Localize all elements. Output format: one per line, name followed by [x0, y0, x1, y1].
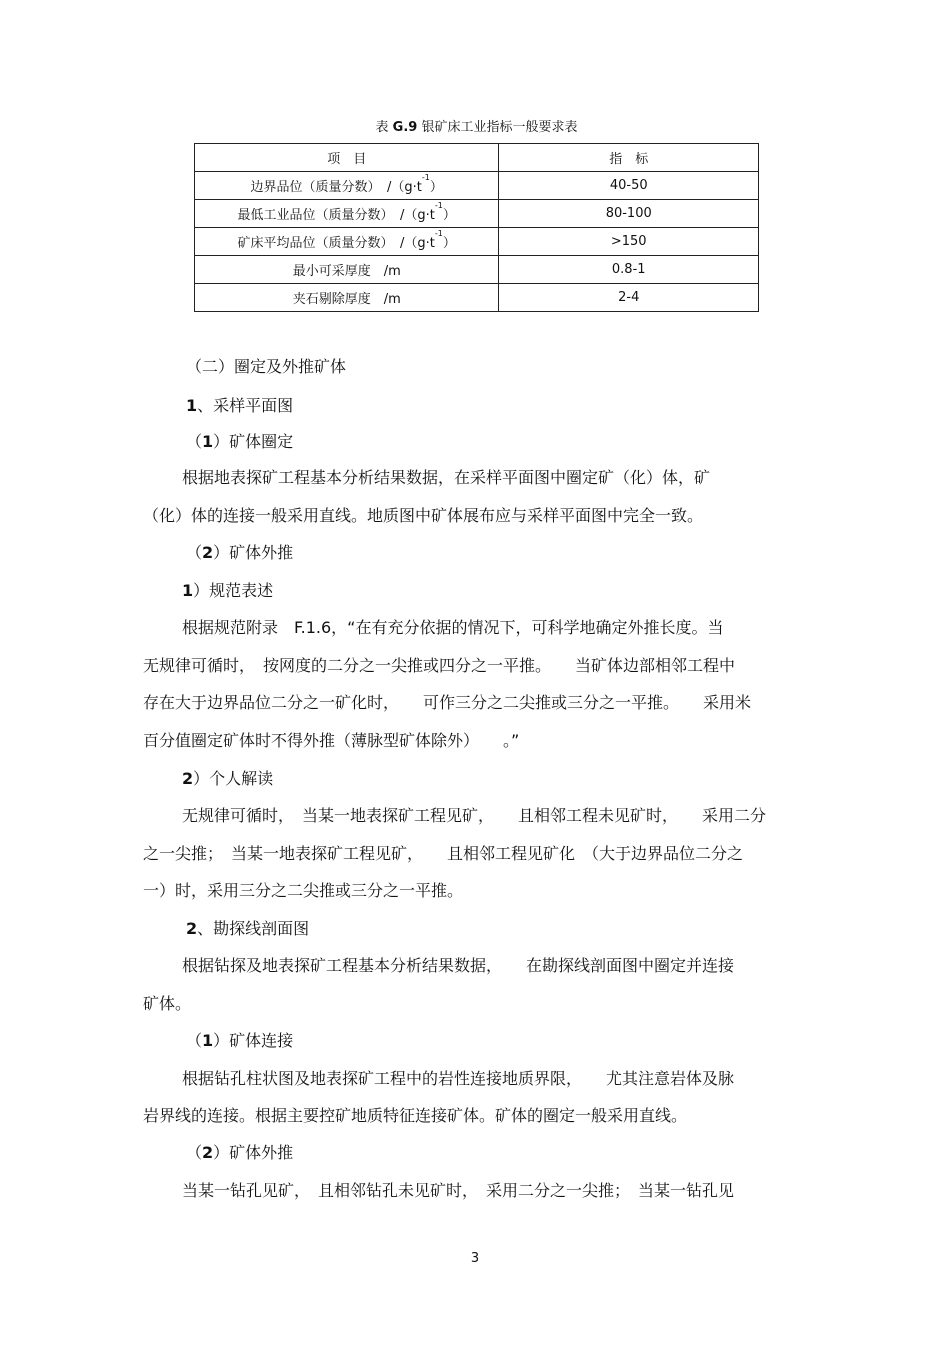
paragraph-line: 岩界线的连接。根据主要控矿地质特征连接矿体。矿体的圈定一般采用直线。: [143, 1106, 688, 1125]
sub-subsection-heading: （2）矿体外推: [186, 543, 294, 562]
row-item: 夹石剔除厚度 /m: [195, 284, 499, 312]
silver-deposit-index-table: [194, 143, 759, 312]
row-value: 40-50: [499, 172, 759, 200]
paragraph-line: 根据规范附录 F.1.6，“在有充分依据的情况下，可科学地确定外推长度。当: [182, 618, 724, 637]
subsection-heading: 1、采样平面图: [186, 396, 294, 415]
table-caption-label: G.9: [392, 120, 418, 135]
row-item: 矿床平均品位（质量分数） $/(g\cdot t^{-1})$: [195, 228, 499, 256]
subsection-heading: 2、勘探线剖面图: [186, 919, 310, 938]
paragraph-line: 无规律可循时， 按网度的二分之一尖推或四分之一平推。 当矿体边部相邻工程中: [143, 656, 736, 675]
paragraph-line: 存在大于边界品位二分之一矿化时， 可作三分之二尖推或三分之一平推。 采用米: [143, 693, 752, 712]
paragraph-line: （化）体的连接一般采用直线。地质图中矿体展布应与采样平面图中完全一致。: [143, 506, 704, 525]
sub-subsection-heading: （2）矿体外推: [186, 1143, 294, 1162]
table-caption-prefix: 表: [375, 120, 389, 135]
row-value: 80-100: [499, 200, 759, 228]
paragraph-line: 一）时，采用三分之二尖推或三分之一平推。: [143, 881, 464, 900]
row-item: 边界品位（质量分数） $/(g\cdot t^{-1})$: [195, 172, 499, 200]
header-item: 项 目: [195, 144, 499, 172]
paragraph-line: 百分值圈定矿体时不得外推（薄脉型矿体除外） 。”: [143, 731, 520, 750]
table-header-row: [195, 144, 759, 172]
row-value: >150: [499, 228, 759, 256]
table-caption-title: 银矿床工业指标一般要求表: [421, 120, 578, 135]
row-value: 2-4: [499, 284, 759, 312]
item-heading: 1）规范表述: [182, 581, 274, 600]
table-row: [195, 256, 759, 284]
table-row: [195, 228, 759, 256]
table-row: [195, 200, 759, 228]
row-item: 最低工业品位（质量分数） $/(g\cdot t^{-1})$: [195, 200, 499, 228]
table-row: [195, 284, 759, 312]
row-value: 0.8-1: [499, 256, 759, 284]
paragraph-line: 之一尖推； 当某一地表探矿工程见矿， 且相邻工程见矿化 （大于边界品位二分之: [143, 844, 744, 863]
item-heading: 2）个人解读: [182, 769, 274, 788]
sub-subsection-heading: （1）矿体连接: [186, 1031, 294, 1050]
section-heading: （二）圈定及外推矿体: [186, 357, 347, 376]
paragraph-line: 矿体。: [143, 994, 192, 1013]
paragraph-line: 无规律可循时， 当某一地表探矿工程见矿， 且相邻工程未见矿时， 采用二分: [182, 806, 767, 825]
paragraph-line: 根据钻孔柱状图及地表探矿工程中的岩性连接地质界限， 尤其注意岩体及脉: [182, 1069, 735, 1088]
page-number: 3: [470, 1251, 480, 1266]
table-caption: [194, 119, 759, 137]
paragraph-line: 根据钻探及地表探矿工程基本分析结果数据， 在勘探线剖面图中圈定并连接: [182, 956, 735, 975]
paragraph-line: 根据地表探矿工程基本分析结果数据，在采样平面图中圈定矿（化）体，矿: [182, 468, 711, 487]
sub-subsection-heading: （1）矿体圈定: [186, 432, 294, 451]
paragraph-line: 当某一钻孔见矿， 且相邻钻孔未见矿时， 采用二分之一尖推； 当某一钻孔见: [182, 1181, 735, 1200]
table-row: [195, 172, 759, 200]
row-item: 最小可采厚度 /m: [195, 256, 499, 284]
header-index: 指 标: [499, 144, 759, 172]
